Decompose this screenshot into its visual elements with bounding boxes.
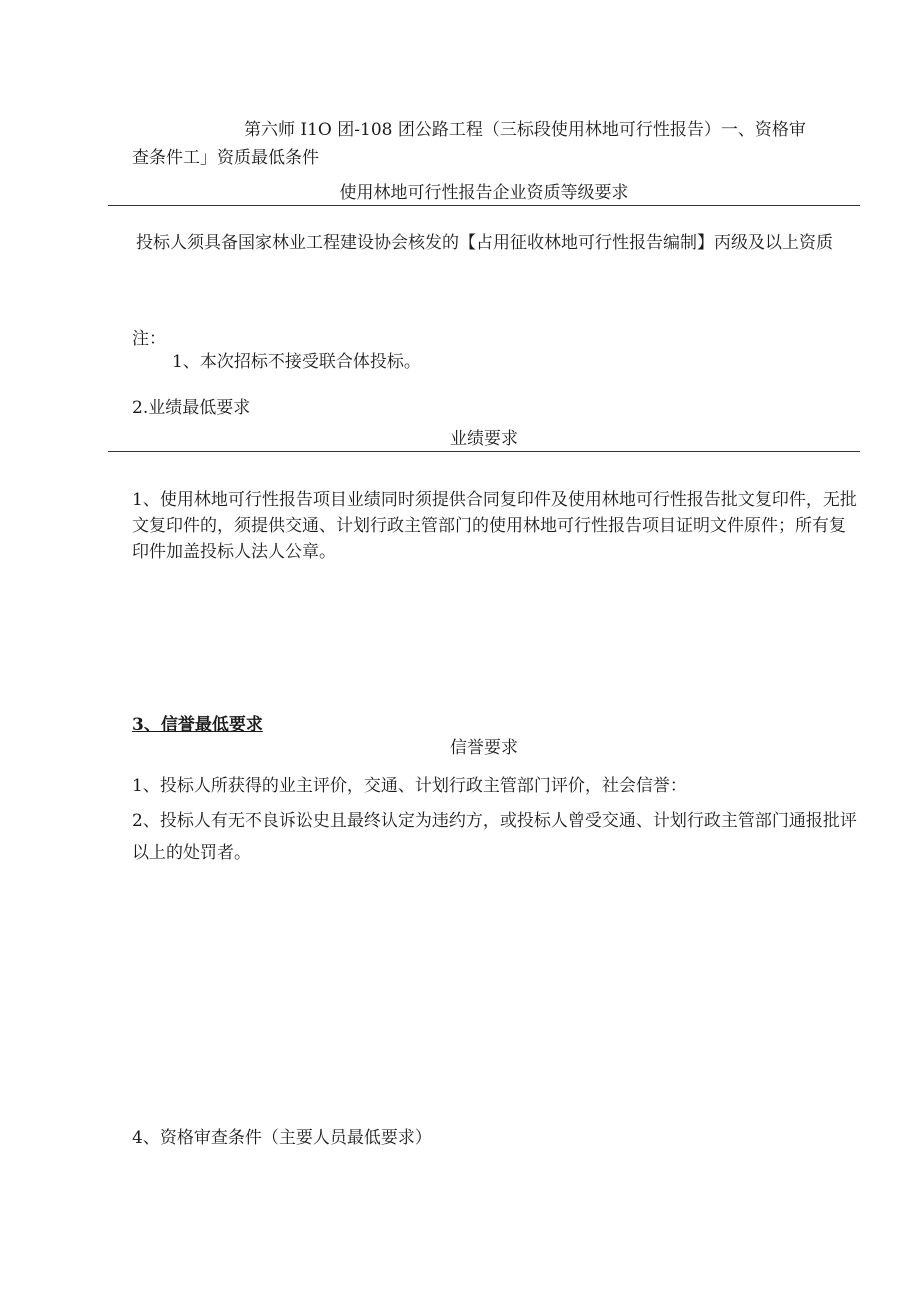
reputation-item-2: 2、投标人有无不良诉讼史且最终认定为违约方，或投标人曾受交通、计划行政主管部门通报批评以上的处罚者。 [132,811,857,863]
performance-section-heading: 2.业绩最低要求 [132,398,251,418]
note-item: 1、本次招标不接受联合体投标。 [172,352,421,372]
reputation-section-heading: 3、信誉最低要求 [132,715,263,735]
reputation-item-1: 1、投标人所获得的业主评价，交通、计划行政主管部门评价，社会信誉： [132,776,687,796]
table-divider [108,451,860,452]
table-divider [108,205,860,206]
reputation-table-header: 信誉要求 [450,738,518,758]
qualification-table-header: 使用林地可行性报告企业资质等级要求 [339,183,629,203]
personnel-section-heading: 4、资格审查条件（主要人员最低要求） [132,1128,432,1148]
document-title-line2: 查条件工」资质最低条件 [132,148,319,168]
note-label: 注： [132,329,166,349]
performance-requirement-text: 1、使用林地可行性报告项目业绩同时须提供合同复印件及使用林地可行性报告批文复印件，无批文复印件的，须提供交通、计划行政主管部门的使用林地可行性报告项目证明文件原件；所有复印件加盖投标人法人公章。 [132,490,857,562]
document-title-line1: 第六师 I1O 团-108 团公路工程（三标段使用林地可行性报告）一、资格审 [244,120,806,140]
qualification-requirement-text: 投标人须具备国家林业工程建设协会核发的【占用征收林地可行性报告编制】丙级及以上资质 [136,233,833,253]
performance-table-header: 业绩要求 [450,429,518,449]
